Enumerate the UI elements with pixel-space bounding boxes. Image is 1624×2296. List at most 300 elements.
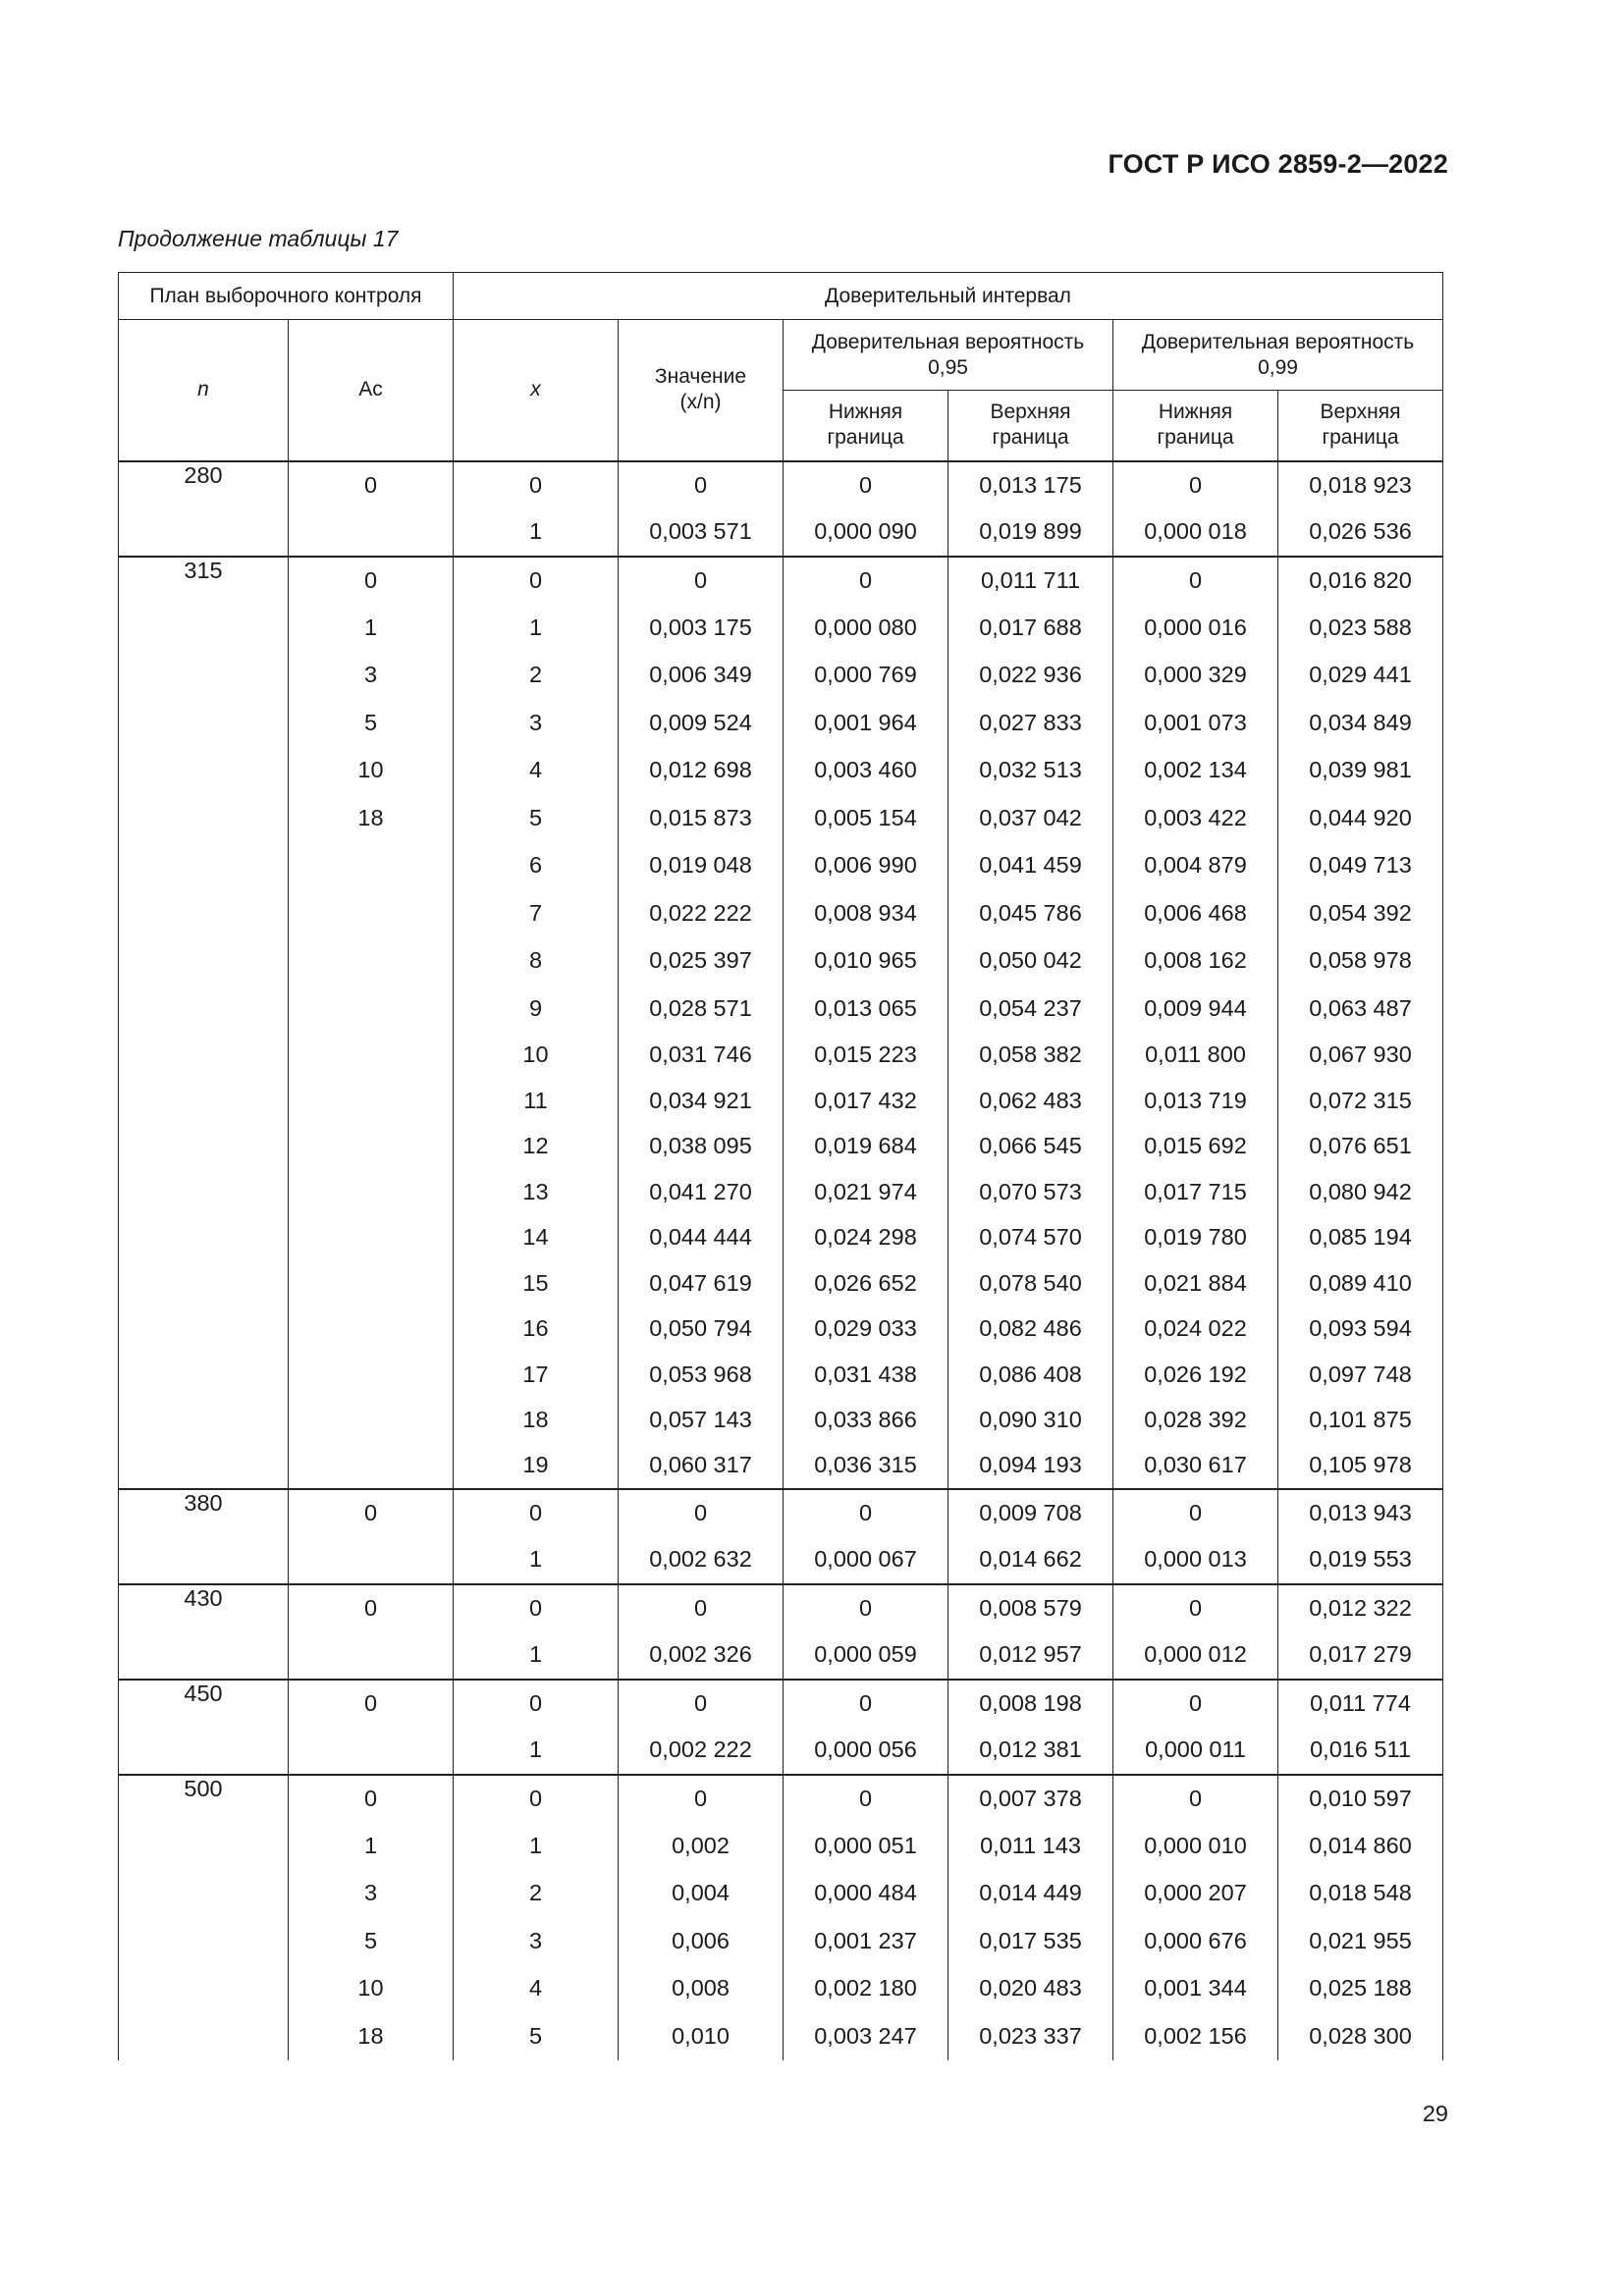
n-cell [119,985,289,1033]
x-header: x [454,320,619,461]
upper99-cell: 0,044 920 [1278,794,1443,842]
n-cell [119,1398,289,1444]
table-row [119,1033,1443,1079]
upper95-cell: 0,014 662 [948,1536,1113,1584]
upper99-cell: 0,101 875 [1278,1398,1443,1444]
table-row [119,1536,1443,1584]
upper99-cell: 0,076 651 [1278,1124,1443,1170]
value-cell: 0,002 326 [619,1631,784,1680]
n-cell [119,842,289,890]
x-cell: 14 [454,1215,619,1261]
upper99-header [1278,391,1443,461]
upper95-cell: 0,058 382 [948,1033,1113,1079]
upper95-cell: 0,008 198 [948,1680,1113,1728]
value-cell: 0,057 143 [619,1398,784,1444]
value-cell: 0,015 873 [619,794,784,842]
upper95-cell: 0,054 237 [948,985,1113,1033]
upper99-cell: 0,072 315 [1278,1078,1443,1124]
lower95-cell: 0,006 990 [784,842,948,890]
x-cell: 19 [454,1443,619,1489]
upper99-cell: 0,012 322 [1278,1584,1443,1632]
table-caption: Продолжение таблицы 17 [118,226,399,251]
upper95-cell: 0,017 688 [948,604,1113,652]
upper99-cell: 0,025 188 [1278,1965,1443,2013]
lower99-cell: 0,000 207 [1113,1870,1278,1918]
prob99-header [1113,320,1443,391]
lower99-cell: 0,001 073 [1113,699,1278,747]
page-number: 29 [1422,2101,1448,2126]
n-cell [119,1124,289,1170]
lower95-cell: 0,000 080 [784,604,948,652]
prob99-header-line2: 0,99 [1258,355,1298,379]
ac-cell: 1 [289,604,454,652]
table-row [119,2012,1443,2060]
value-cell: 0,053 968 [619,1352,784,1398]
n-header: n [119,320,289,461]
ac-cell [289,985,454,1033]
x-cell: 0 [454,1489,619,1537]
x-cell: 0 [454,461,619,509]
ac-cell: 10 [289,747,454,795]
n-cell [119,604,289,652]
upper99-cell: 0,017 279 [1278,1631,1443,1680]
lower95-cell: 0,019 684 [784,1124,948,1170]
x-cell: 15 [454,1260,619,1307]
value-cell: 0 [619,461,784,509]
value-cell: 0,003 571 [619,508,784,557]
ac-cell [289,1631,454,1680]
value-cell: 0,012 698 [619,747,784,795]
table-row [119,557,1443,605]
plan-header: План выборочного контроля [119,273,454,320]
table-row [119,842,1443,890]
lower95-cell: 0,017 432 [784,1078,948,1124]
value-header [619,320,784,461]
upper99-cell: 0,028 300 [1278,2012,1443,2060]
upper95-cell: 0,070 573 [948,1169,1113,1215]
ac-cell [289,937,454,986]
upper95-cell: 0,007 378 [948,1775,1113,1823]
x-cell: 9 [454,985,619,1033]
upper95-cell: 0,017 535 [948,1917,1113,1965]
x-cell: 4 [454,747,619,795]
ac-cell: 18 [289,2012,454,2060]
value-cell: 0,006 349 [619,652,784,700]
value-cell: 0,006 [619,1917,784,1965]
ac-cell [289,1398,454,1444]
n-cell [119,1352,289,1398]
table-row [119,1260,1443,1307]
lower95-header-line2: граница [827,426,904,450]
lower99-cell: 0,000 018 [1113,508,1278,557]
value-cell: 0,031 746 [619,1033,784,1079]
upper95-cell: 0,008 579 [948,1584,1113,1632]
value-cell: 0,003 175 [619,604,784,652]
n-cell [119,1631,289,1680]
upper95-header-line2: граница [992,426,1069,450]
ac-cell: 1 [289,1822,454,1870]
lower95-cell: 0,036 315 [784,1443,948,1489]
ac-cell [289,1307,454,1353]
lower95-cell: 0 [784,1775,948,1823]
upper99-cell: 0,089 410 [1278,1260,1443,1307]
ac-cell: 3 [289,1870,454,1918]
n-cell: 450 [119,1680,289,1728]
upper95-cell: 0,090 310 [948,1398,1113,1444]
upper99-cell: 0,018 923 [1278,461,1443,509]
upper99-cell: 0,058 978 [1278,937,1443,986]
lower99-cell: 0 [1113,1775,1278,1823]
table-container [118,272,1443,2060]
x-cell: 2 [454,1870,619,1918]
upper99-cell: 0,016 820 [1278,557,1443,605]
lower95-cell: 0,008 934 [784,889,948,937]
x-cell: 5 [454,2012,619,2060]
upper99-cell: 0,039 981 [1278,747,1443,795]
upper99-cell: 0,013 943 [1278,1489,1443,1537]
upper99-cell: 0,063 487 [1278,985,1443,1033]
value-header-line2: (x/n) [679,391,722,414]
upper95-cell: 0,086 408 [948,1352,1113,1398]
lower99-cell: 0,000 012 [1113,1631,1278,1680]
upper95-cell: 0,013 175 [948,461,1113,509]
lower95-cell: 0,033 866 [784,1398,948,1444]
table-header-row [119,320,1443,391]
table-row [119,889,1443,937]
x-cell: 3 [454,1917,619,1965]
upper99-cell: 0,018 548 [1278,1870,1443,1918]
interval-header: Доверительный интервал [454,273,1443,320]
lower95-cell: 0,000 051 [784,1822,948,1870]
upper95-cell: 0,050 042 [948,937,1113,986]
x-cell: 17 [454,1352,619,1398]
x-cell: 10 [454,1033,619,1079]
x-cell: 13 [454,1169,619,1215]
prob95-header-line1: Доверительная вероятность [811,330,1085,353]
upper95-cell: 0,011 711 [948,557,1113,605]
upper99-cell: 0,085 194 [1278,1215,1443,1261]
upper95-header-line1: Верхняя [990,400,1071,424]
value-cell: 0,025 397 [619,937,784,986]
x-cell: 0 [454,557,619,605]
upper99-cell: 0,097 748 [1278,1352,1443,1398]
value-cell: 0,047 619 [619,1260,784,1307]
table-row [119,1775,1443,1823]
n-cell: 280 [119,461,289,509]
value-cell: 0,038 095 [619,1124,784,1170]
value-cell: 0,034 921 [619,1078,784,1124]
upper95-cell: 0,023 337 [948,2012,1113,2060]
x-cell: 4 [454,1965,619,2013]
lower95-cell: 0,029 033 [784,1307,948,1353]
ac-cell [289,508,454,557]
n-cell [119,1727,289,1775]
value-cell: 0 [619,557,784,605]
upper95-cell: 0,020 483 [948,1965,1113,2013]
x-cell: 0 [454,1775,619,1823]
lower99-header-line1: Нижняя [1158,400,1233,424]
lower95-cell: 0,003 247 [784,2012,948,2060]
upper95-cell: 0,032 513 [948,747,1113,795]
n-cell [119,699,289,747]
upper99-cell: 0,023 588 [1278,604,1443,652]
upper95-cell: 0,009 708 [948,1489,1113,1537]
n-cell: 380 [119,1489,289,1537]
ac-cell [289,842,454,890]
lower99-cell: 0,019 780 [1113,1215,1278,1261]
ac-cell [289,889,454,937]
lower95-cell: 0,013 065 [784,985,948,1033]
ac-cell [289,1215,454,1261]
lower99-cell: 0,009 944 [1113,985,1278,1033]
table-row [119,747,1443,795]
upper99-cell: 0,105 978 [1278,1443,1443,1489]
table-row [119,604,1443,652]
lower95-header-line1: Нижняя [828,400,903,424]
x-cell: 0 [454,1680,619,1728]
n-cell: 315 [119,557,289,605]
ac-cell: 0 [289,557,454,605]
value-cell: 0 [619,1489,784,1537]
x-cell: 1 [454,1631,619,1680]
lower95-cell: 0,000 059 [784,1631,948,1680]
table-row [119,1631,1443,1680]
lower95-cell: 0,002 180 [784,1965,948,2013]
lower99-cell: 0,026 192 [1113,1352,1278,1398]
lower99-cell: 0,013 719 [1113,1078,1278,1124]
upper95-cell: 0,066 545 [948,1124,1113,1170]
table-row [119,508,1443,557]
lower99-cell: 0 [1113,1584,1278,1632]
ac-cell: 0 [289,1680,454,1728]
table-row [119,699,1443,747]
ac-cell: 0 [289,461,454,509]
x-cell: 2 [454,652,619,700]
lower95-cell: 0,000 067 [784,1536,948,1584]
ac-cell: 5 [289,699,454,747]
x-cell: 1 [454,1536,619,1584]
n-cell [119,1822,289,1870]
n-cell [119,1033,289,1079]
lower99-cell: 0,030 617 [1113,1443,1278,1489]
upper99-cell: 0,093 594 [1278,1307,1443,1353]
upper95-cell: 0,019 899 [948,508,1113,557]
x-cell: 8 [454,937,619,986]
upper95-cell: 0,037 042 [948,794,1113,842]
lower95-cell: 0,000 090 [784,508,948,557]
table-header-row [119,273,1443,320]
n-cell [119,1443,289,1489]
table-row [119,1169,1443,1215]
upper95-cell: 0,074 570 [948,1215,1113,1261]
x-cell: 18 [454,1398,619,1444]
table-row [119,1870,1443,1918]
lower99-cell: 0,000 013 [1113,1536,1278,1584]
upper95-cell: 0,012 381 [948,1727,1113,1775]
lower99-cell: 0,006 468 [1113,889,1278,937]
lower99-header [1113,391,1278,461]
lower99-cell: 0,000 011 [1113,1727,1278,1775]
lower99-cell: 0,017 715 [1113,1169,1278,1215]
x-cell: 3 [454,699,619,747]
value-cell: 0,008 [619,1965,784,2013]
value-cell: 0,028 571 [619,985,784,1033]
n-cell [119,889,289,937]
ac-cell [289,1033,454,1079]
lower95-cell: 0,015 223 [784,1033,948,1079]
lower99-cell: 0 [1113,461,1278,509]
x-cell: 11 [454,1078,619,1124]
ac-cell: 0 [289,1489,454,1537]
lower95-cell: 0 [784,1489,948,1537]
lower99-cell: 0 [1113,557,1278,605]
x-cell: 1 [454,604,619,652]
ac-cell [289,1443,454,1489]
ac-cell [289,1727,454,1775]
value-cell: 0,019 048 [619,842,784,890]
upper95-cell: 0,011 143 [948,1822,1113,1870]
upper95-cell: 0,012 957 [948,1631,1113,1680]
lower95-cell: 0,021 974 [784,1169,948,1215]
lower95-cell: 0 [784,557,948,605]
lower99-cell: 0,002 134 [1113,747,1278,795]
table-row [119,1352,1443,1398]
x-cell: 7 [454,889,619,937]
lower95-cell: 0 [784,1584,948,1632]
upper99-cell: 0,010 597 [1278,1775,1443,1823]
table-row [119,1307,1443,1353]
upper95-cell: 0,027 833 [948,699,1113,747]
lower99-cell: 0,028 392 [1113,1398,1278,1444]
lower99-cell: 0,008 162 [1113,937,1278,986]
ac-cell [289,1260,454,1307]
upper95-cell: 0,062 483 [948,1078,1113,1124]
ac-cell [289,1124,454,1170]
ac-cell: 3 [289,652,454,700]
value-cell: 0 [619,1775,784,1823]
upper99-cell: 0,080 942 [1278,1169,1443,1215]
table-row [119,1124,1443,1170]
value-cell: 0,004 [619,1870,784,1918]
prob95-header [784,320,1113,391]
n-cell [119,1917,289,1965]
n-cell [119,1536,289,1584]
n-cell [119,794,289,842]
ac-cell: 5 [289,1917,454,1965]
upper95-cell: 0,041 459 [948,842,1113,890]
value-cell: 0,044 444 [619,1215,784,1261]
ac-cell: 18 [289,794,454,842]
lower99-cell: 0,000 016 [1113,604,1278,652]
ac-cell: 10 [289,1965,454,2013]
ac-cell [289,1536,454,1584]
value-cell: 0,002 222 [619,1727,784,1775]
lower95-cell: 0,026 652 [784,1260,948,1307]
table-row [119,1680,1443,1728]
table-row [119,1078,1443,1124]
x-cell: 6 [454,842,619,890]
value-cell: 0,010 [619,2012,784,2060]
lower95-cell: 0 [784,461,948,509]
n-cell [119,652,289,700]
upper99-cell: 0,021 955 [1278,1917,1443,1965]
table-row [119,1489,1443,1537]
lower95-cell: 0 [784,1680,948,1728]
x-cell: 12 [454,1124,619,1170]
upper99-cell: 0,026 536 [1278,508,1443,557]
upper95-cell: 0,082 486 [948,1307,1113,1353]
ac-cell: 0 [289,1584,454,1632]
upper95-cell: 0,022 936 [948,652,1113,700]
lower99-cell: 0,002 156 [1113,2012,1278,2060]
lower99-cell: 0 [1113,1489,1278,1537]
upper95-cell: 0,014 449 [948,1870,1113,1918]
value-cell: 0,050 794 [619,1307,784,1353]
ac-cell [289,1078,454,1124]
lower99-cell: 0,000 329 [1113,652,1278,700]
value-cell: 0,009 524 [619,699,784,747]
lower99-header-line2: граница [1157,426,1234,450]
x-cell: 0 [454,1584,619,1632]
upper99-cell: 0,014 860 [1278,1822,1443,1870]
lower99-cell: 0,011 800 [1113,1033,1278,1079]
value-cell: 0,041 270 [619,1169,784,1215]
upper99-cell: 0,067 930 [1278,1033,1443,1079]
upper99-header-line2: граница [1322,426,1399,450]
n-cell [119,1078,289,1124]
ac-cell [289,1352,454,1398]
n-cell [119,1870,289,1918]
confidence-interval-table [118,272,1443,2060]
table-row [119,1965,1443,2013]
lower95-cell: 0,001 964 [784,699,948,747]
n-cell [119,1307,289,1353]
upper99-cell: 0,019 553 [1278,1536,1443,1584]
lower99-cell: 0,003 422 [1113,794,1278,842]
n-cell: 500 [119,1775,289,1823]
prob99-header-line1: Доверительная вероятность [1141,330,1415,353]
upper99-cell: 0,016 511 [1278,1727,1443,1775]
value-header-line1: Значение [654,365,747,389]
upper99-header-line1: Верхняя [1320,400,1401,424]
ac-header: Ac [289,320,454,461]
table-row [119,652,1443,700]
upper95-header [948,391,1113,461]
lower95-cell: 0,000 056 [784,1727,948,1775]
lower99-cell: 0,000 676 [1113,1917,1278,1965]
lower95-cell: 0,000 769 [784,652,948,700]
lower95-cell: 0,000 484 [784,1870,948,1918]
n-cell [119,1965,289,2013]
x-cell: 1 [454,1822,619,1870]
ac-cell: 0 [289,1775,454,1823]
lower99-cell: 0,000 010 [1113,1822,1278,1870]
lower99-cell: 0 [1113,1680,1278,1728]
n-cell [119,747,289,795]
n-cell: 430 [119,1584,289,1632]
table-row [119,985,1443,1033]
value-cell: 0,002 [619,1822,784,1870]
value-cell: 0,002 632 [619,1536,784,1584]
table-row [119,1443,1443,1489]
lower99-cell: 0,015 692 [1113,1124,1278,1170]
value-cell: 0,022 222 [619,889,784,937]
n-cell [119,1169,289,1215]
lower99-cell: 0,024 022 [1113,1307,1278,1353]
n-cell [119,1260,289,1307]
document-code: ГОСТ Р ИСО 2859-2—2022 [1108,149,1448,179]
x-cell: 5 [454,794,619,842]
